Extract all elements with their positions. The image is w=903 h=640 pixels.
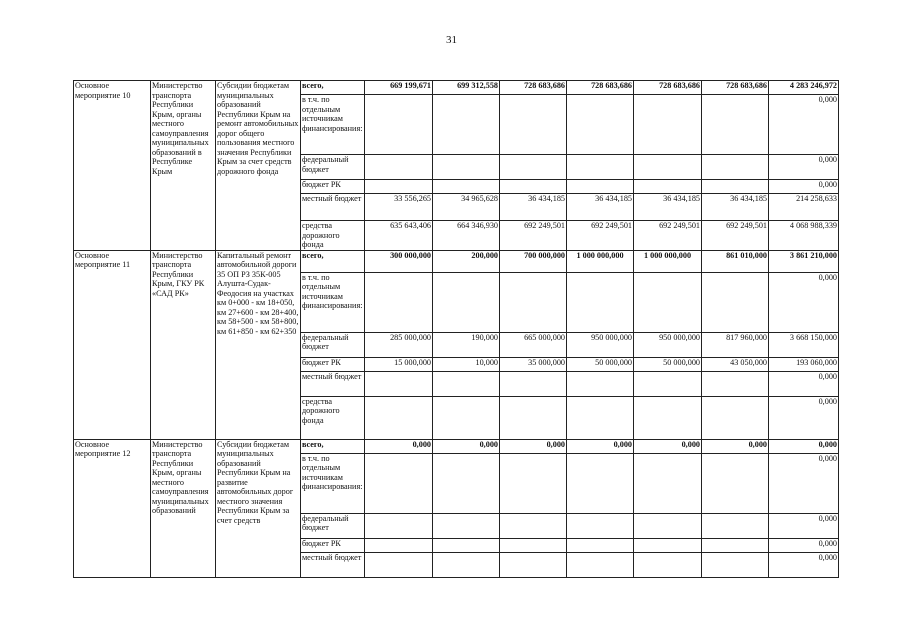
value-cell: 728 683,686	[567, 81, 634, 95]
value-cell	[433, 272, 500, 332]
value-cell: 15 000,000	[365, 357, 433, 371]
total-cell: 0,000	[769, 155, 839, 180]
executor-cell: Министерство транспорта Республики Крым, ГКУ РК «САД РК»	[151, 250, 216, 439]
source-cell: федеральный бюджет	[301, 332, 365, 357]
value-cell	[567, 396, 634, 439]
value-cell	[567, 272, 634, 332]
source-cell: всего,	[301, 439, 365, 453]
value-cell: 50 000,000	[567, 357, 634, 371]
source-cell: федеральный бюджет	[301, 513, 365, 538]
value-cell	[500, 513, 567, 538]
description-cell: Капитальный ремонт автомобильной дороги 35 ОП РЗ 35К-005 Алушта-Судак-Феодосия на участках км 0+000 - км 18+050, км 27+600 - км 28+400, км 58+500 - км 58+800, км 61+850 - км 62+350	[216, 250, 301, 439]
total-cell: 0,000	[769, 180, 839, 194]
value-cell	[567, 552, 634, 577]
value-cell	[634, 155, 702, 180]
value-cell	[567, 453, 634, 513]
value-cell	[433, 396, 500, 439]
source-cell: всего,	[301, 81, 365, 95]
value-cell	[433, 95, 500, 155]
source-cell: средства дорожного фонда	[301, 221, 365, 251]
description-cell: Субсидии бюджетам муниципальных образований Республики Крым на ремонт автомобильных дорог общего пользования местного значения Республики Крым за счет средств дорожного фонда	[216, 81, 301, 251]
total-cell: 0,000	[769, 538, 839, 552]
total-cell: 193 060,000	[769, 357, 839, 371]
value-cell: 950 000,000	[567, 332, 634, 357]
source-cell: бюджет РК	[301, 538, 365, 552]
value-cell: 728 683,686	[634, 81, 702, 95]
value-cell	[634, 453, 702, 513]
value-cell	[567, 513, 634, 538]
value-cell	[634, 396, 702, 439]
value-cell: 10,000	[433, 357, 500, 371]
value-cell	[702, 371, 769, 396]
activity-cell: Основное мероприятие 11	[74, 250, 151, 439]
value-cell: 1 000 000,000	[634, 250, 702, 272]
source-cell: в т.ч. по отдельным источникам финансирования:	[301, 95, 365, 155]
value-cell	[567, 180, 634, 194]
value-cell	[567, 371, 634, 396]
table-row	[74, 81, 839, 95]
value-cell	[702, 155, 769, 180]
value-cell: 692 249,501	[702, 221, 769, 251]
table-body	[74, 81, 839, 578]
value-cell	[702, 272, 769, 332]
total-cell: 0,000	[769, 272, 839, 332]
value-cell	[365, 396, 433, 439]
value-cell: 36 434,185	[702, 194, 769, 221]
value-cell: 692 249,501	[500, 221, 567, 251]
total-cell: 0,000	[769, 371, 839, 396]
value-cell	[634, 95, 702, 155]
value-cell: 36 434,185	[567, 194, 634, 221]
value-cell	[634, 538, 702, 552]
value-cell: 0,000	[634, 439, 702, 453]
total-cell: 0,000	[769, 396, 839, 439]
value-cell	[433, 371, 500, 396]
value-cell: 861 010,000	[702, 250, 769, 272]
value-cell	[500, 552, 567, 577]
value-cell	[634, 272, 702, 332]
total-cell: 4 068 988,339	[769, 221, 839, 251]
table-row	[74, 250, 839, 272]
value-cell: 1 000 000,000	[567, 250, 634, 272]
value-cell: 300 000,000	[365, 250, 433, 272]
executor-cell: Министерство транспорта Республики Крым, органы местного самоуправления муниципальных образований в Республике Крым	[151, 81, 216, 251]
value-cell	[365, 155, 433, 180]
value-cell: 950 000,000	[634, 332, 702, 357]
source-cell: в т.ч. по отдельным источникам финансирования:	[301, 453, 365, 513]
source-cell: местный бюджет	[301, 552, 365, 577]
page-number: 31	[446, 34, 457, 46]
total-cell: 3 668 150,000	[769, 332, 839, 357]
value-cell	[365, 538, 433, 552]
value-cell: 34 965,628	[433, 194, 500, 221]
value-cell: 664 346,930	[433, 221, 500, 251]
value-cell	[433, 552, 500, 577]
value-cell	[500, 453, 567, 513]
total-cell: 3 861 210,000	[769, 250, 839, 272]
value-cell: 665 000,000	[500, 332, 567, 357]
value-cell: 0,000	[365, 439, 433, 453]
value-cell: 0,000	[702, 439, 769, 453]
value-cell: 699 312,558	[433, 81, 500, 95]
value-cell: 0,000	[500, 439, 567, 453]
value-cell	[365, 180, 433, 194]
value-cell	[702, 552, 769, 577]
total-cell: 0,000	[769, 552, 839, 577]
value-cell	[500, 95, 567, 155]
value-cell	[500, 396, 567, 439]
source-cell: бюджет РК	[301, 357, 365, 371]
value-cell: 200,000	[433, 250, 500, 272]
value-cell: 190,000	[433, 332, 500, 357]
value-cell: 36 434,185	[634, 194, 702, 221]
total-cell: 4 283 246,972	[769, 81, 839, 95]
value-cell: 728 683,686	[500, 81, 567, 95]
value-cell	[500, 180, 567, 194]
value-cell: 36 434,185	[500, 194, 567, 221]
value-cell	[365, 371, 433, 396]
value-cell	[702, 538, 769, 552]
source-cell: бюджет РК	[301, 180, 365, 194]
source-cell: всего,	[301, 250, 365, 272]
value-cell	[433, 453, 500, 513]
value-cell	[500, 155, 567, 180]
value-cell	[433, 155, 500, 180]
value-cell: 285 000,000	[365, 332, 433, 357]
source-cell: средства дорожного фонда	[301, 396, 365, 439]
value-cell	[702, 180, 769, 194]
value-cell	[500, 371, 567, 396]
value-cell	[702, 396, 769, 439]
source-cell: федеральный бюджет	[301, 155, 365, 180]
value-cell	[634, 552, 702, 577]
value-cell: 35 000,000	[500, 357, 567, 371]
value-cell	[567, 538, 634, 552]
value-cell	[702, 453, 769, 513]
value-cell: 33 556,265	[365, 194, 433, 221]
value-cell: 700 000,000	[500, 250, 567, 272]
value-cell	[433, 180, 500, 194]
value-cell	[702, 513, 769, 538]
value-cell	[500, 538, 567, 552]
budget-table	[73, 80, 839, 578]
value-cell	[634, 180, 702, 194]
value-cell	[500, 272, 567, 332]
value-cell: 669 199,671	[365, 81, 433, 95]
value-cell	[365, 552, 433, 577]
value-cell	[567, 155, 634, 180]
description-cell: Субсидии бюджетам муниципальных образований Республики Крым на развитие автомобильных дорог местного значения Республики Крым за счет средств	[216, 439, 301, 577]
total-cell: 0,000	[769, 453, 839, 513]
executor-cell: Министерство транспорта Республики Крым, органы местного самоуправления муниципальных образований	[151, 439, 216, 577]
source-cell: в т.ч. по отдельным источникам финансирования:	[301, 272, 365, 332]
value-cell: 635 643,406	[365, 221, 433, 251]
value-cell: 817 960,000	[702, 332, 769, 357]
value-cell	[702, 95, 769, 155]
value-cell	[365, 95, 433, 155]
value-cell	[567, 95, 634, 155]
total-cell: 0,000	[769, 95, 839, 155]
total-cell: 0,000	[769, 439, 839, 453]
value-cell: 0,000	[433, 439, 500, 453]
value-cell: 692 249,501	[567, 221, 634, 251]
value-cell: 50 000,000	[634, 357, 702, 371]
total-cell: 0,000	[769, 513, 839, 538]
value-cell: 43 050,000	[702, 357, 769, 371]
value-cell	[365, 272, 433, 332]
value-cell	[365, 453, 433, 513]
value-cell	[433, 513, 500, 538]
value-cell: 692 249,501	[634, 221, 702, 251]
source-cell: местный бюджет	[301, 194, 365, 221]
value-cell: 728 683,686	[702, 81, 769, 95]
value-cell	[634, 371, 702, 396]
activity-cell: Основное мероприятие 12	[74, 439, 151, 577]
value-cell: 0,000	[567, 439, 634, 453]
value-cell	[433, 538, 500, 552]
table-row	[74, 439, 839, 453]
value-cell	[365, 513, 433, 538]
source-cell: местный бюджет	[301, 371, 365, 396]
activity-cell: Основное мероприятие 10	[74, 81, 151, 251]
total-cell: 214 258,633	[769, 194, 839, 221]
value-cell	[634, 513, 702, 538]
